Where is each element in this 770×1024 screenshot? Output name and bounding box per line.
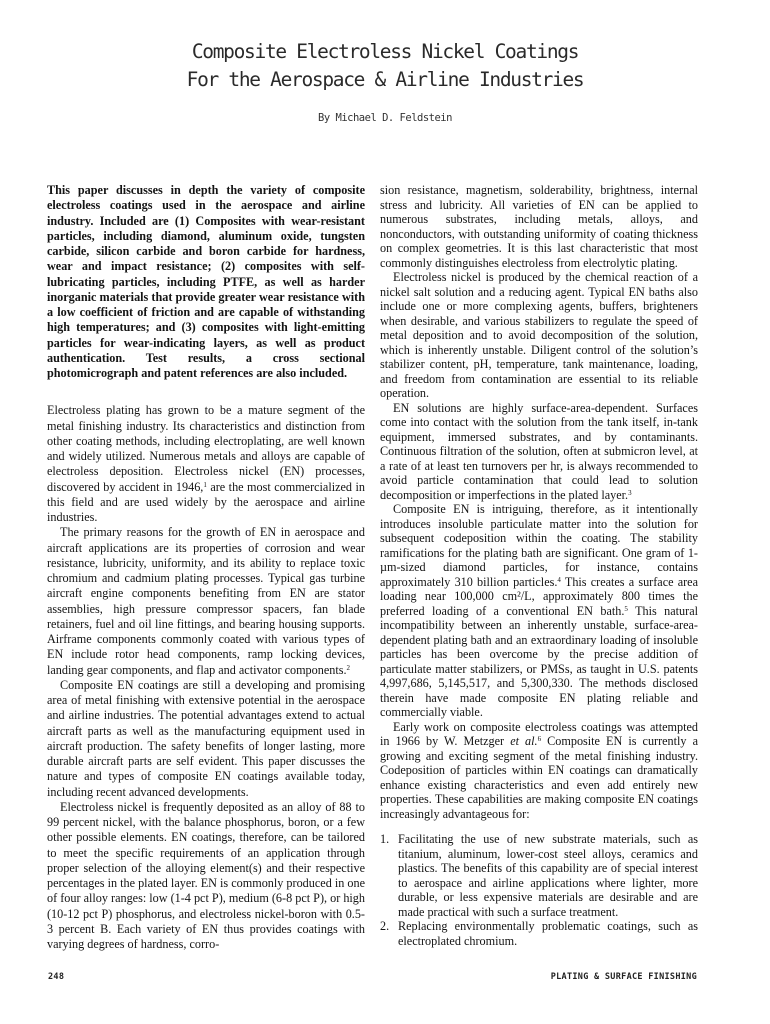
- reference-superscript: 6: [537, 735, 542, 743]
- paragraph-text: Composite EN is intriguing, therefore, as it intentionally introduces insoluble particulate matter into the solution for subsequent codeposition within the coating. The stability ramifications for the plating bath are significant. One gram of 1-µm-sized diamond particles, for instance, contains approximately 310 billion particles.: [380, 502, 698, 589]
- body-paragraph: [47, 800, 365, 953]
- right-column: [380, 183, 698, 948]
- publication-name: PLATING & SURFACE FINISHING: [550, 972, 697, 982]
- paragraph-text: Electroless nickel is frequently deposited as an alloy of 88 to 99 percent nickel, with the balance phosphorus, boron, or a few other possible elements. EN coatings, therefore, can be tailored to meet the specific requirements of an application through proper selection of the alloying element(s) and their respective percentages in the plated layer. EN is commonly produced in one of four alloy ranges: low (1-4 pct P), medium (6-8 pct P), or high (10-12 pct P) phosphorus, and electroless nickel-boron with 0.5-3 percent B. Each variety of EN thus provides coatings with varying degrees of hardness, corro-: [47, 799, 365, 951]
- paragraph-text: This natural incompatibility between an inherently unstable, surface-area-dependent plating bath and an extraordinary loading of insoluble particles has been overcome by the precise addition of particulate matter stabilizers, or PMSs, as taught in U.S. patents 4,997,686, 5,145,517, and 5,300,330. The methods disclosed therein have made composite EN plating reliable and commercially viable.: [380, 603, 698, 719]
- paragraph-text: The primary reasons for the growth of EN in aerospace and aircraft applications are its properties of corrosion and wear resistance, lubricity, uniformity, and its ability to replace toxic chromium and cadmium plating processes. Typical gas turbine aircraft engine components benefiting from EN are stator assemblies, high pressure compressor spacers, fan blade retainers, fuel and oil line fittings, and bearing housing supports. Airframe components commonly coated with various types of EN include rotor head components, ramp locking devices, landing gear components, and flap and activator components.: [47, 525, 365, 677]
- left-column: [47, 183, 365, 952]
- list-item-number: 1.: [380, 832, 390, 846]
- reference-superscript: 5: [624, 604, 628, 613]
- body-paragraph: [47, 403, 365, 525]
- reference-superscript: 2: [346, 663, 351, 672]
- list-item-text: Replacing environmentally problematic coatings, such as electroplated chromium.: [398, 919, 698, 948]
- body-paragraph: [380, 502, 698, 720]
- left-body-text: [47, 403, 365, 952]
- body-paragraph: [47, 525, 365, 678]
- page-number: 248: [48, 972, 65, 982]
- body-paragraph: [380, 270, 698, 401]
- reference-superscript: 1: [203, 480, 207, 489]
- list-item: [380, 919, 698, 948]
- advantages-list: [380, 832, 698, 948]
- reference-superscript: 4: [557, 575, 561, 584]
- paragraph-text: Composite EN coatings are still a developing and promising area of metal finishing with extensive potential in the aerospace and airline industries. The potential advantages extend to actual aircraft parts as well as the manufacturing equipment used in aircraft production. The safety benefits of longer lasting, more durable aircraft parts are self evident. This paper discusses the nature and types of composite EN coatings available today, including recent advanced developments.: [47, 677, 365, 799]
- body-paragraph: [47, 678, 365, 800]
- body-paragraph: [380, 401, 698, 503]
- paragraph-text: are the most commercialized in this field and are used widely by the aerospace and airline industries.: [47, 479, 365, 524]
- paragraph-text: Electroless nickel is produced by the chemical reaction of a nickel salt solution and a reducing agent. Typical EN baths also include one or more complexing agents, buffers, brighteners when desirable, and various stabilizers to regulate the speed of metal deposition and to avoid decomposition of the solution, which is inherently unstable. Diligent control of the solution’s stabilizer content, pH, temperature, tank maintenance, loading, and freedom from contamination are essential to its reliable operation.: [380, 270, 698, 400]
- paragraph-text: Early work on composite electroless coatings was attempted in 1966 by W. Metzger et al.: [380, 719, 698, 748]
- list-item-number: 2.: [380, 919, 390, 933]
- abstract: This paper discusses in depth the variety of composite electroless coatings used in the aerospace and airline industry. Included are (1) Composites with wear-resistant particles, including diamond, aluminum oxide, tungsten carbide, silicon carbide and boron carbide for hardness, wear and impact resistance; (2) composites with self-lubricating particles, including PTFE, as well as harder inorganic materials that provide greater wear resistance with a low coefficient of friction and are capable of withstanding high temperatures; and (3) composites with light-emitting particles for wear-indicating layers, as well as product authentication. Test results, a cross sectional photomicrograph and patent references are also included.: [47, 183, 365, 380]
- article-title-line-2: For the Aerospace & Airline Industries: [186, 68, 584, 91]
- paragraph-text: EN solutions are highly surface-area-dependent. Surfaces come into contact with the solution from the tank itself, in-tank equipment, immersed substrates, and by contaminants. Continuous filtration of the solution, often at submicron level, at a rate of at least ten turnovers per hr, is always recommended to avoid particle contamination that could lead to solution decomposition or imperfections in the plated layer.: [380, 400, 698, 502]
- paragraph-text: Composite EN is currently a growing and exciting segment of the metal finishing industry. Codeposition of particles within EN coatings can dramatically enhance existing characteristics and even add entirely new properties. These capabilities are making composite EN coatings increasingly advantageous for:: [380, 734, 698, 821]
- author-byline: By Michael D. Feldstein: [318, 112, 452, 124]
- reference-superscript: 3: [628, 488, 632, 497]
- paragraph-text: Electroless plating has grown to be a mature segment of the metal finishing industry. Its characteristics and distinction from other coating methods, including electroplating, are well known and widely utilized. Numerous metals and alloys are capable of electroless deposition. Electroless nickel (EN) processes, discovered by accident in 1946,: [47, 403, 365, 494]
- paragraph-text: This creates a surface area loading near 100,000 cm²/L, approximately 800 times the preferred loading of a conventional EN bath.: [380, 574, 698, 618]
- right-body-text: [380, 183, 698, 821]
- list-item-text: Facilitating the use of new substrate materials, such as titanium, aluminum, lower-cost steel alloys, ceramics and plastics. The benefits of this capability are of special interest to aerospace and airline applications where lighter, more durable, or less expensive materials are desirable and are made practical with such a surface treatment.: [398, 832, 698, 919]
- list-item: [380, 832, 698, 919]
- paragraph-text: sion resistance, magnetism, solderability, brightness, internal stress and lubricity. All varieties of EN can be applied to numerous substrates, including metals, alloys, and nonconductors, with outstanding uniformity of coating thickness on complex geometries. It is this last characteristic that most commonly distinguishes electroless from electrolytic plating.: [380, 183, 698, 270]
- body-paragraph: [380, 183, 698, 270]
- body-paragraph: [380, 720, 698, 822]
- article-title-line-1: Composite Electroless Nickel Coatings: [191, 40, 579, 63]
